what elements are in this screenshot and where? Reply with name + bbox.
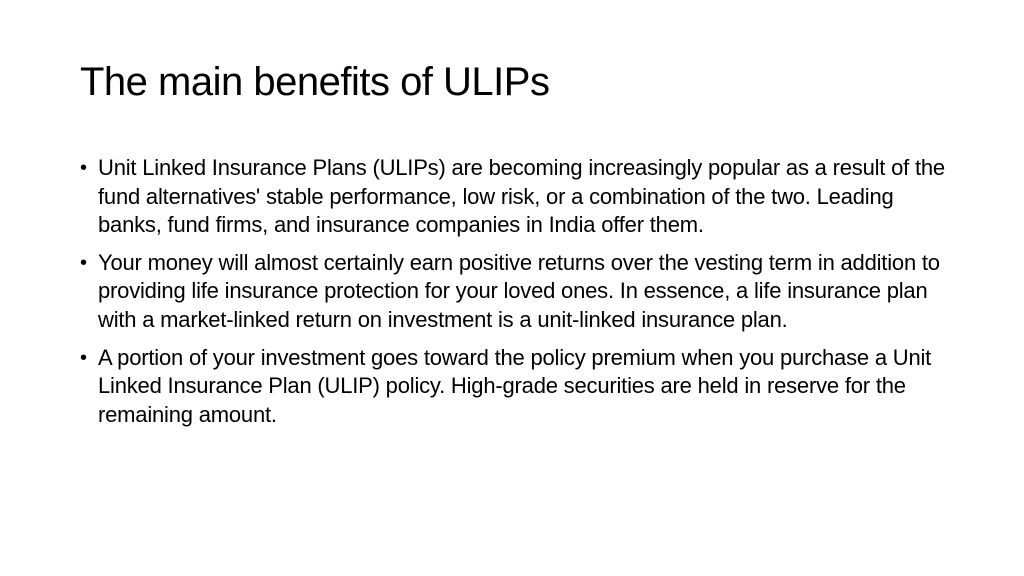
bullet-item [80,249,950,335]
bullet-point-icon: • [80,251,87,274]
bullet-item [80,344,950,430]
bullet-text: A portion of your investment goes toward the policy premium when you purchase a Unit Linked Insurance Plan (ULIP) policy. High-grade securities are held in reserve for the remaining amount. [98,344,932,427]
slide-title: The main benefits of ULIPs [80,60,550,104]
bullet-item [80,154,950,240]
bullet-point-icon: • [80,157,87,179]
bullet-text: Your money will almost certainly earn positive returns over the vesting term in addition to providing life insurance protection for your loved ones. In essence, a life insurance plan with a market-linked return on investment is a unit-linked insurance plan. [98,249,940,332]
bullet-text: Unit Linked Insurance Plans (ULIPs) are becoming increasingly popular as a result of the fund alternatives' stable performance, low risk, or a combination of the two. Leading banks, fund firms, and insurance companies in India offer them. [98,155,945,238]
bullet-list [80,154,950,438]
bullet-point-icon: • [80,346,87,369]
